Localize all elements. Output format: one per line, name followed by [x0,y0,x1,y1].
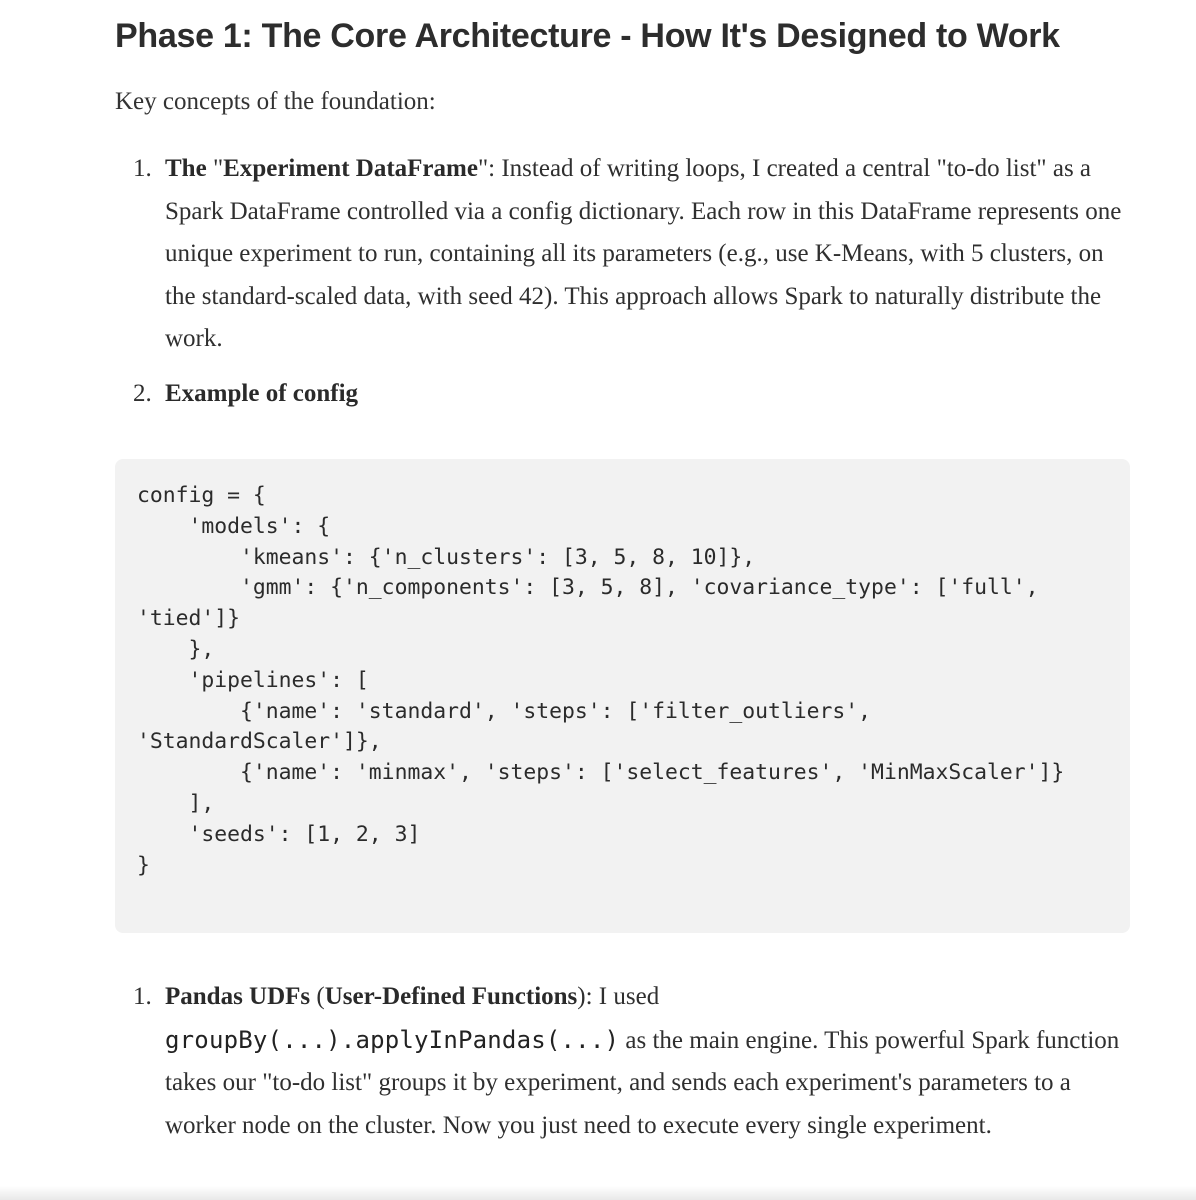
code-line: 'seeds': [1, 2, 3] [137,821,421,847]
code-line: {'name': 'minmax', 'steps': ['select_features', 'MinMaxScaler']} [137,760,1065,786]
code-line: ], [137,790,215,816]
bold-term: The [165,155,207,182]
inline-code: groupBy(...).applyInPandas(...) [165,1025,620,1054]
list-item-experiment-dataframe [115,148,1130,361]
code-line: 'kmeans': {'n_clusters': [3, 5, 8, 10]}, [137,544,756,570]
code-line: 'pipelines': [ [137,667,369,693]
list-number: 1. [133,155,152,182]
bold-term-experiment-dataframe: Experiment DataFrame [223,155,478,182]
engine-list [115,976,1130,1147]
code-line: config = { [137,483,266,508]
code-block[interactable] [115,459,1130,933]
item-lead: ): I used [577,983,660,1010]
code-line: 'gmm': {'n_components': [3, 5, 8], 'covariance_type': ['full', [137,575,1039,601]
bottom-edge-shadow [0,1186,1196,1200]
code-line: } [137,852,150,878]
code-text [137,481,1130,881]
code-line: 'tied']} [137,606,241,632]
intro-paragraph: Key concepts of the foundation: [115,88,436,115]
paren-open: ( [310,983,325,1010]
list-number: 2. [133,379,152,407]
quote-open: " [206,155,224,182]
bold-term-user-defined-functions: User-Defined Functions [324,983,578,1010]
bold-term-example-config: Example of config [165,379,359,407]
bold-term-pandas-udfs: Pandas UDFs [165,983,311,1010]
list-item-pandas-udfs [115,976,1130,1147]
code-line: {'name': 'standard', 'steps': ['filter_outliers', [137,698,872,724]
code-line: 'models': { [137,513,331,539]
item-description: as the main engine. This powerful Spark function takes our "to-do list" groups it by experiment, and sends each experiment's parameters to a worker node on the cluster. Now you just need to execute every single experiment. [165,1026,1120,1139]
concept-list [115,148,1130,415]
code-line: }, [137,636,215,662]
section-heading: Phase 1: The Core Architecture - How It's Designed to Work [115,17,1060,55]
list-item-example-config [115,373,1130,416]
code-line: 'StandardScaler']}, [137,729,382,755]
item-description: ": Instead of writing loops, I created a central "to-do list" as a Spark DataFrame controlled via a config dictionary. Each row in this DataFrame represents one unique experiment to run, containing all its parameters (e.g., use K-Means, with 5 clusters, on the standard-scaled data, with seed 42). This approach allows Spark to naturally distribute the work. [165,155,1122,352]
list-number: 1. [133,983,152,1010]
